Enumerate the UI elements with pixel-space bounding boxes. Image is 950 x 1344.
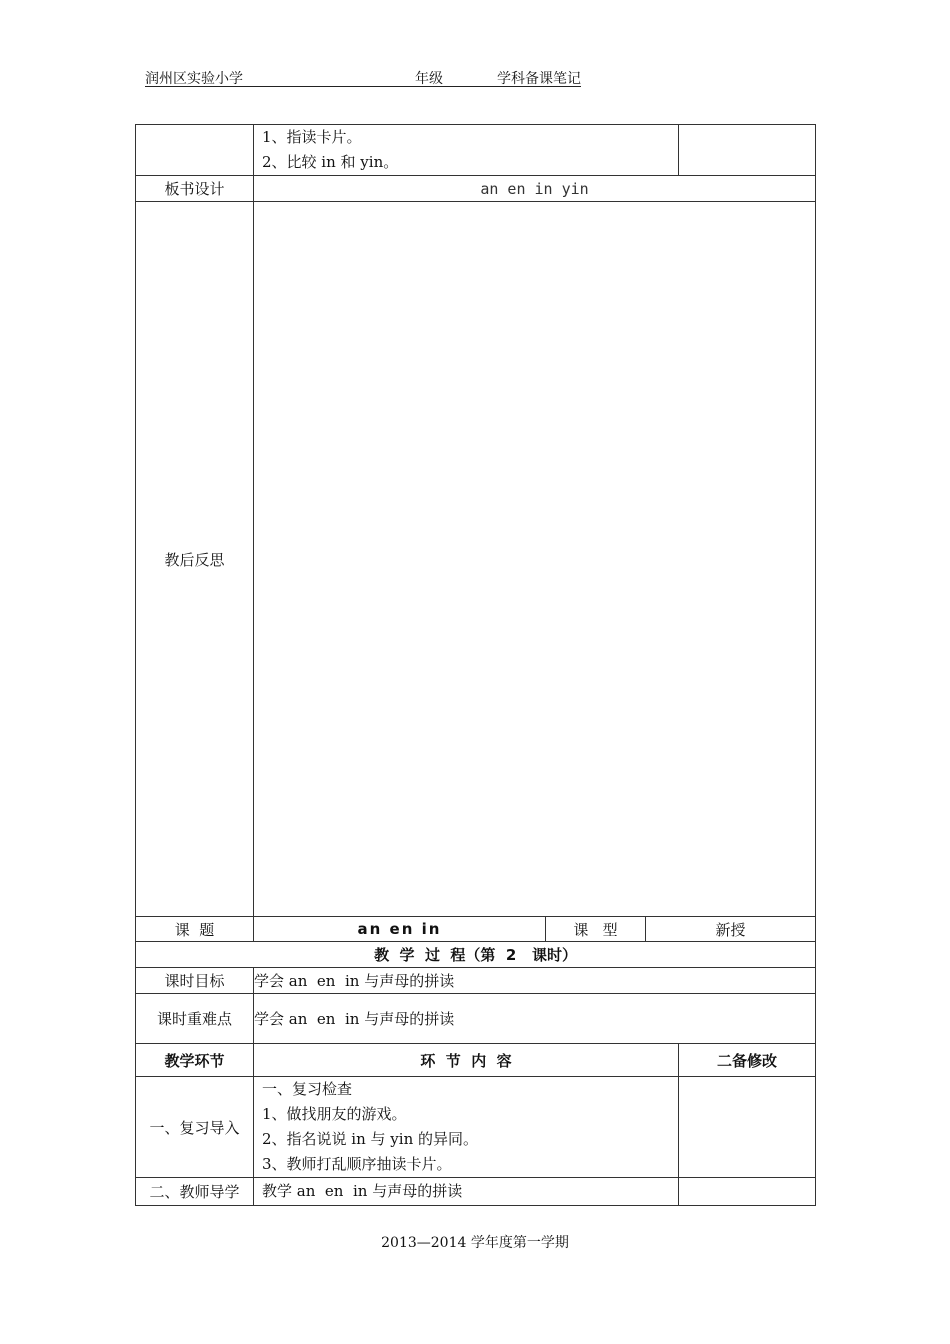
board-design-label: 板书设计 <box>136 176 254 202</box>
board-design-row <box>136 176 816 202</box>
stage-row-review <box>136 1077 816 1178</box>
process-title: 教 学 过 程（第 2 课时） <box>136 942 816 968</box>
review-line-1: 一、复习检查 <box>262 1080 353 1098</box>
carryover-revision-cell <box>679 125 816 176</box>
page-header <box>145 66 581 87</box>
subject-label: 学科备课笔记 <box>497 71 581 87</box>
type-value: 新授 <box>646 917 816 942</box>
review-line-4: 3、教师打乱顺序抽读卡片。 <box>262 1155 452 1173</box>
col-content-header: 环 节 内 容 <box>254 1044 679 1077</box>
stage-row-guide <box>136 1178 816 1206</box>
difficulty-value: 学会 an en in 与声母的拼读 <box>254 994 816 1044</box>
difficulty-label: 课时重难点 <box>136 994 254 1044</box>
school-name: 润州区实验小学 <box>145 71 243 87</box>
stage-revision-guide <box>679 1178 816 1206</box>
topic-row <box>136 917 816 942</box>
topic-value: an en in <box>254 917 546 942</box>
guide-line-1: 教学 an en in 与声母的拼读 <box>262 1182 463 1200</box>
col-stage-header: 教学环节 <box>136 1044 254 1077</box>
review-line-3: 2、指名说说 in 与 yin 的异同。 <box>262 1130 479 1148</box>
reflection-row <box>136 202 816 917</box>
stage-revision-review <box>679 1077 816 1178</box>
page-footer: 2013—2014 学年度第一学期 <box>381 1235 569 1251</box>
board-design-content: an en in yin <box>254 176 816 202</box>
column-header-row <box>136 1044 816 1077</box>
stage-label-review: 一、复习导入 <box>136 1077 254 1178</box>
carryover-stage-cell <box>136 125 254 176</box>
reflection-label: 教后反思 <box>136 202 254 917</box>
goal-label: 课时目标 <box>136 968 254 994</box>
carryover-row <box>136 125 816 176</box>
type-label: 课 型 <box>546 917 646 942</box>
goal-row <box>136 968 816 994</box>
stage-content-review <box>254 1077 679 1178</box>
difficulty-row <box>136 994 816 1044</box>
stage-label-guide: 二、教师导学 <box>136 1178 254 1206</box>
col-revision-header: 二备修改 <box>679 1044 816 1077</box>
carryover-line-2: 2、比较 in 和 yin。 <box>262 153 399 171</box>
lesson-plan-table <box>135 124 816 1206</box>
topic-label: 课 题 <box>136 917 254 942</box>
carryover-line-1: 1、指读卡片。 <box>262 128 362 146</box>
stage-content-guide <box>254 1178 679 1206</box>
goal-value: 学会 an en in 与声母的拼读 <box>254 968 816 994</box>
carryover-content-cell <box>254 125 679 176</box>
process-title-row <box>136 942 816 968</box>
grade-label: 年级 <box>415 71 443 87</box>
review-line-2: 1、做找朋友的游戏。 <box>262 1105 407 1123</box>
reflection-content <box>254 202 816 917</box>
